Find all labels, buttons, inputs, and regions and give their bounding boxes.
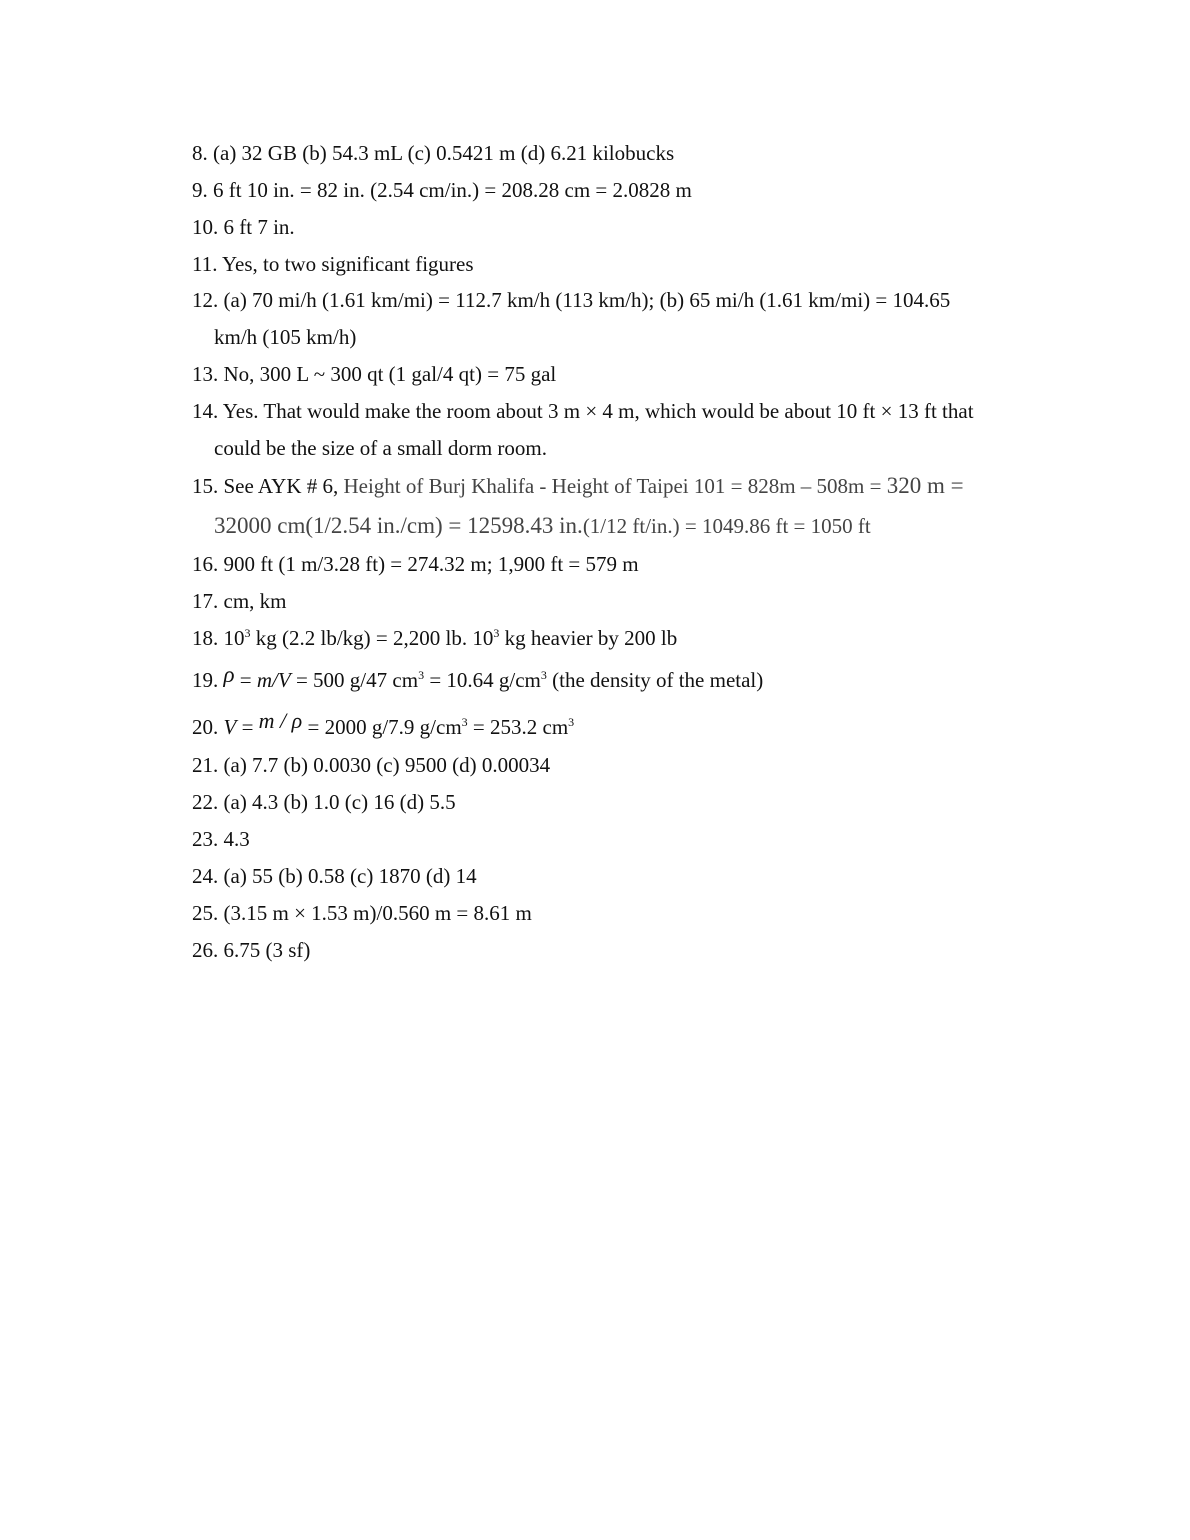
answer-21: 21. (a) 7.7 (b) 0.0030 (c) 9500 (d) 0.00034	[192, 753, 551, 777]
answer-25: 25. (3.15 m × 1.53 m)/0.560 m = 8.61 m	[192, 901, 532, 925]
mass-over-rho-symbol: m / ρ	[258, 708, 303, 733]
answer-19-equals: =	[234, 668, 257, 692]
answer-13: 13. No, 300 L ~ 300 qt (1 gal/4 qt) = 75 gal	[192, 362, 557, 386]
answer-17: 17. cm, km	[192, 589, 287, 613]
answer-18-text-3: kg heavier by 200 lb	[499, 626, 678, 650]
answer-9: 9. 6 ft 10 in. = 82 in. (2.54 cm/in.) = 208.28 cm = 2.0828 m	[192, 178, 692, 202]
answer-20-exponent-1: 3	[461, 715, 468, 729]
answer-15-part-1: Height of Burj Khalifa - Height of Taipei 101 = 828m – 508m =	[343, 474, 887, 498]
answer-19-text-1: = 500 g/47 cm	[290, 668, 419, 692]
answer-15-line-2-part-2: (1/12 ft/in.) = 1049.86 ft = 1050 ft	[582, 514, 871, 538]
answer-18	[192, 626, 677, 650]
answer-19-exponent-1: 3	[418, 668, 425, 682]
rho-symbol: ρ	[223, 662, 235, 687]
answer-19-exponent-2: 3	[540, 668, 547, 682]
answer-19	[192, 662, 764, 692]
answer-20-exponent-2: 3	[568, 715, 575, 729]
answer-19-expression: m/V	[256, 668, 291, 692]
answer-14-line-1: 14. Yes. That would make the room about 3 m × 4 m, which would be about 10 ft × 13 ft that	[192, 399, 974, 423]
answer-18-text-2: kg (2.2 lb/kg) = 2,200 lb. 10	[250, 626, 494, 650]
answer-12-line-2: km/h (105 km/h)	[214, 325, 357, 349]
answer-15-part-2: 320 m =	[886, 473, 964, 498]
answer-18-exponent-1: 3	[244, 626, 251, 640]
answer-19-text-3: (the density of the metal)	[546, 668, 764, 692]
answer-24: 24. (a) 55 (b) 0.58 (c) 1870 (d) 14	[192, 864, 477, 888]
answer-20-volume-symbol: V	[223, 715, 237, 739]
answer-16: 16. 900 ft (1 m/3.28 ft) = 274.32 m; 1,900 ft = 579 m	[192, 552, 639, 576]
answer-20-text-2: = 253.2 cm	[467, 715, 569, 739]
answer-10: 10. 6 ft 7 in.	[192, 215, 295, 239]
answer-20	[192, 708, 575, 739]
answer-20-text-1: = 2000 g/7.9 g/cm	[302, 715, 462, 739]
answer-11: 11. Yes, to two significant figures	[192, 252, 474, 276]
answer-26: 26. 6.75 (3 sf)	[192, 938, 311, 962]
answer-22: 22. (a) 4.3 (b) 1.0 (c) 16 (d) 5.5	[192, 790, 456, 814]
answer-18-exponent-2: 3	[493, 626, 500, 640]
answer-23: 23. 4.3	[192, 827, 250, 851]
answer-15-line-2-part-1: 32000 cm(1/2.54 in./cm) = 12598.43 in.	[214, 513, 583, 538]
answer-15-line-2	[214, 514, 871, 538]
answer-15-line-1	[192, 474, 964, 498]
answer-19-number: 19.	[192, 668, 224, 692]
answer-15-prefix: 15. See AYK # 6,	[192, 474, 344, 498]
answer-19-text-2: = 10.64 g/cm	[424, 668, 541, 692]
answer-18-text-1: 18. 10	[192, 626, 245, 650]
answer-20-equals: =	[236, 715, 259, 739]
answer-12-line-1: 12. (a) 70 mi/h (1.61 km/mi) = 112.7 km/h (113 km/h); (b) 65 mi/h (1.61 km/mi) = 104.65	[192, 288, 951, 312]
answer-14-line-2: could be the size of a small dorm room.	[214, 436, 547, 460]
answer-20-number: 20.	[192, 715, 224, 739]
answer-8: 8. (a) 32 GB (b) 54.3 mL (c) 0.5421 m (d) 6.21 kilobucks	[192, 141, 675, 165]
